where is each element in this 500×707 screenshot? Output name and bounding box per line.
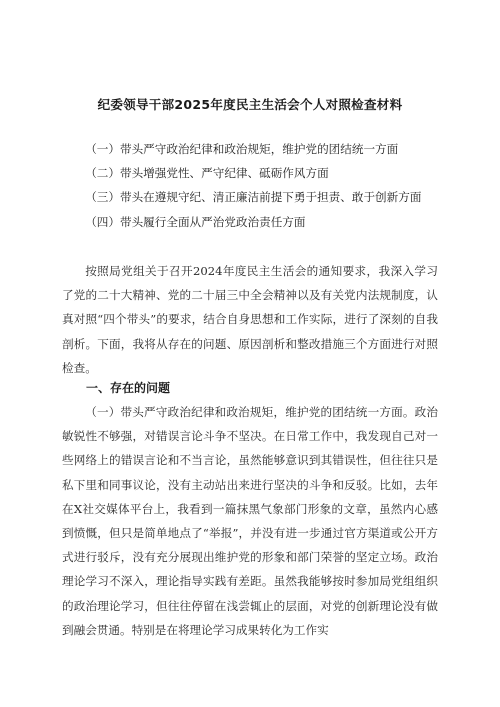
section-heading-problems: 一、存在的问题 [86,381,171,395]
topic-item-1: （一）带头严守政治纪律和政治规矩，维护党的团结统一方面 [85,142,399,156]
document-title: 纪委领导干部2025年度民主生活会个人对照检查材料 [97,97,403,112]
topic-list [62,137,438,234]
intro-paragraph: 按照局党组关于召开2024年度民主生活会的通知要求，我深入学习了党的二十大精神、党的二十届三中全会精神以及有关党内法规制度，认真对照“四个带头”的要求，结合自身思想和工作实际，进行了深刻的自我剖析。下面，我将从存在的问题、原因剖析和整改措施三个方面进行对照检查。 [62,264,438,375]
topic-item-4: （四）带头履行全面从严治党政治责任方面 [85,214,306,229]
topic-item-3: （三）带头在遵规守纪、清正廉洁前提下勇于担责、敢于创新方面 [85,190,422,205]
section-body-paragraph: （一）带头严守政治纪律和政治规矩，维护党的团结统一方面。政治敏锐性不够强，对错误言论斗争不坚决。在日常工作中，我发现自己对一些网络上的错误言论和不当言论，虽然能够意识到其错误性，但往往只是私下里和同事议论，没有主动站出来进行坚决的斗争和反驳。比如，去年在X社交媒体平台上，我看到一篇抹黑气象部门形象的文章，虽然内心感到愤慨，但只是简单地点了“举报”，并没有进一步通过官方渠道或公开方式进行驳斥，没有充分展现出维护党的形象和部门荣誉的坚定立场。政治理论学习不深入，理论指导实践有差距。虽然我能够按时参加局党组组织的政治理论学习，但往往停留在浅尝辄止的层面，对党的创新理论没有做到融会贯通。特别是在将理论学习成果转化为工作实 [62,405,438,637]
topic-item-2: （二）带头增强党性、严守纪律、砥砺作风方面 [85,166,329,181]
